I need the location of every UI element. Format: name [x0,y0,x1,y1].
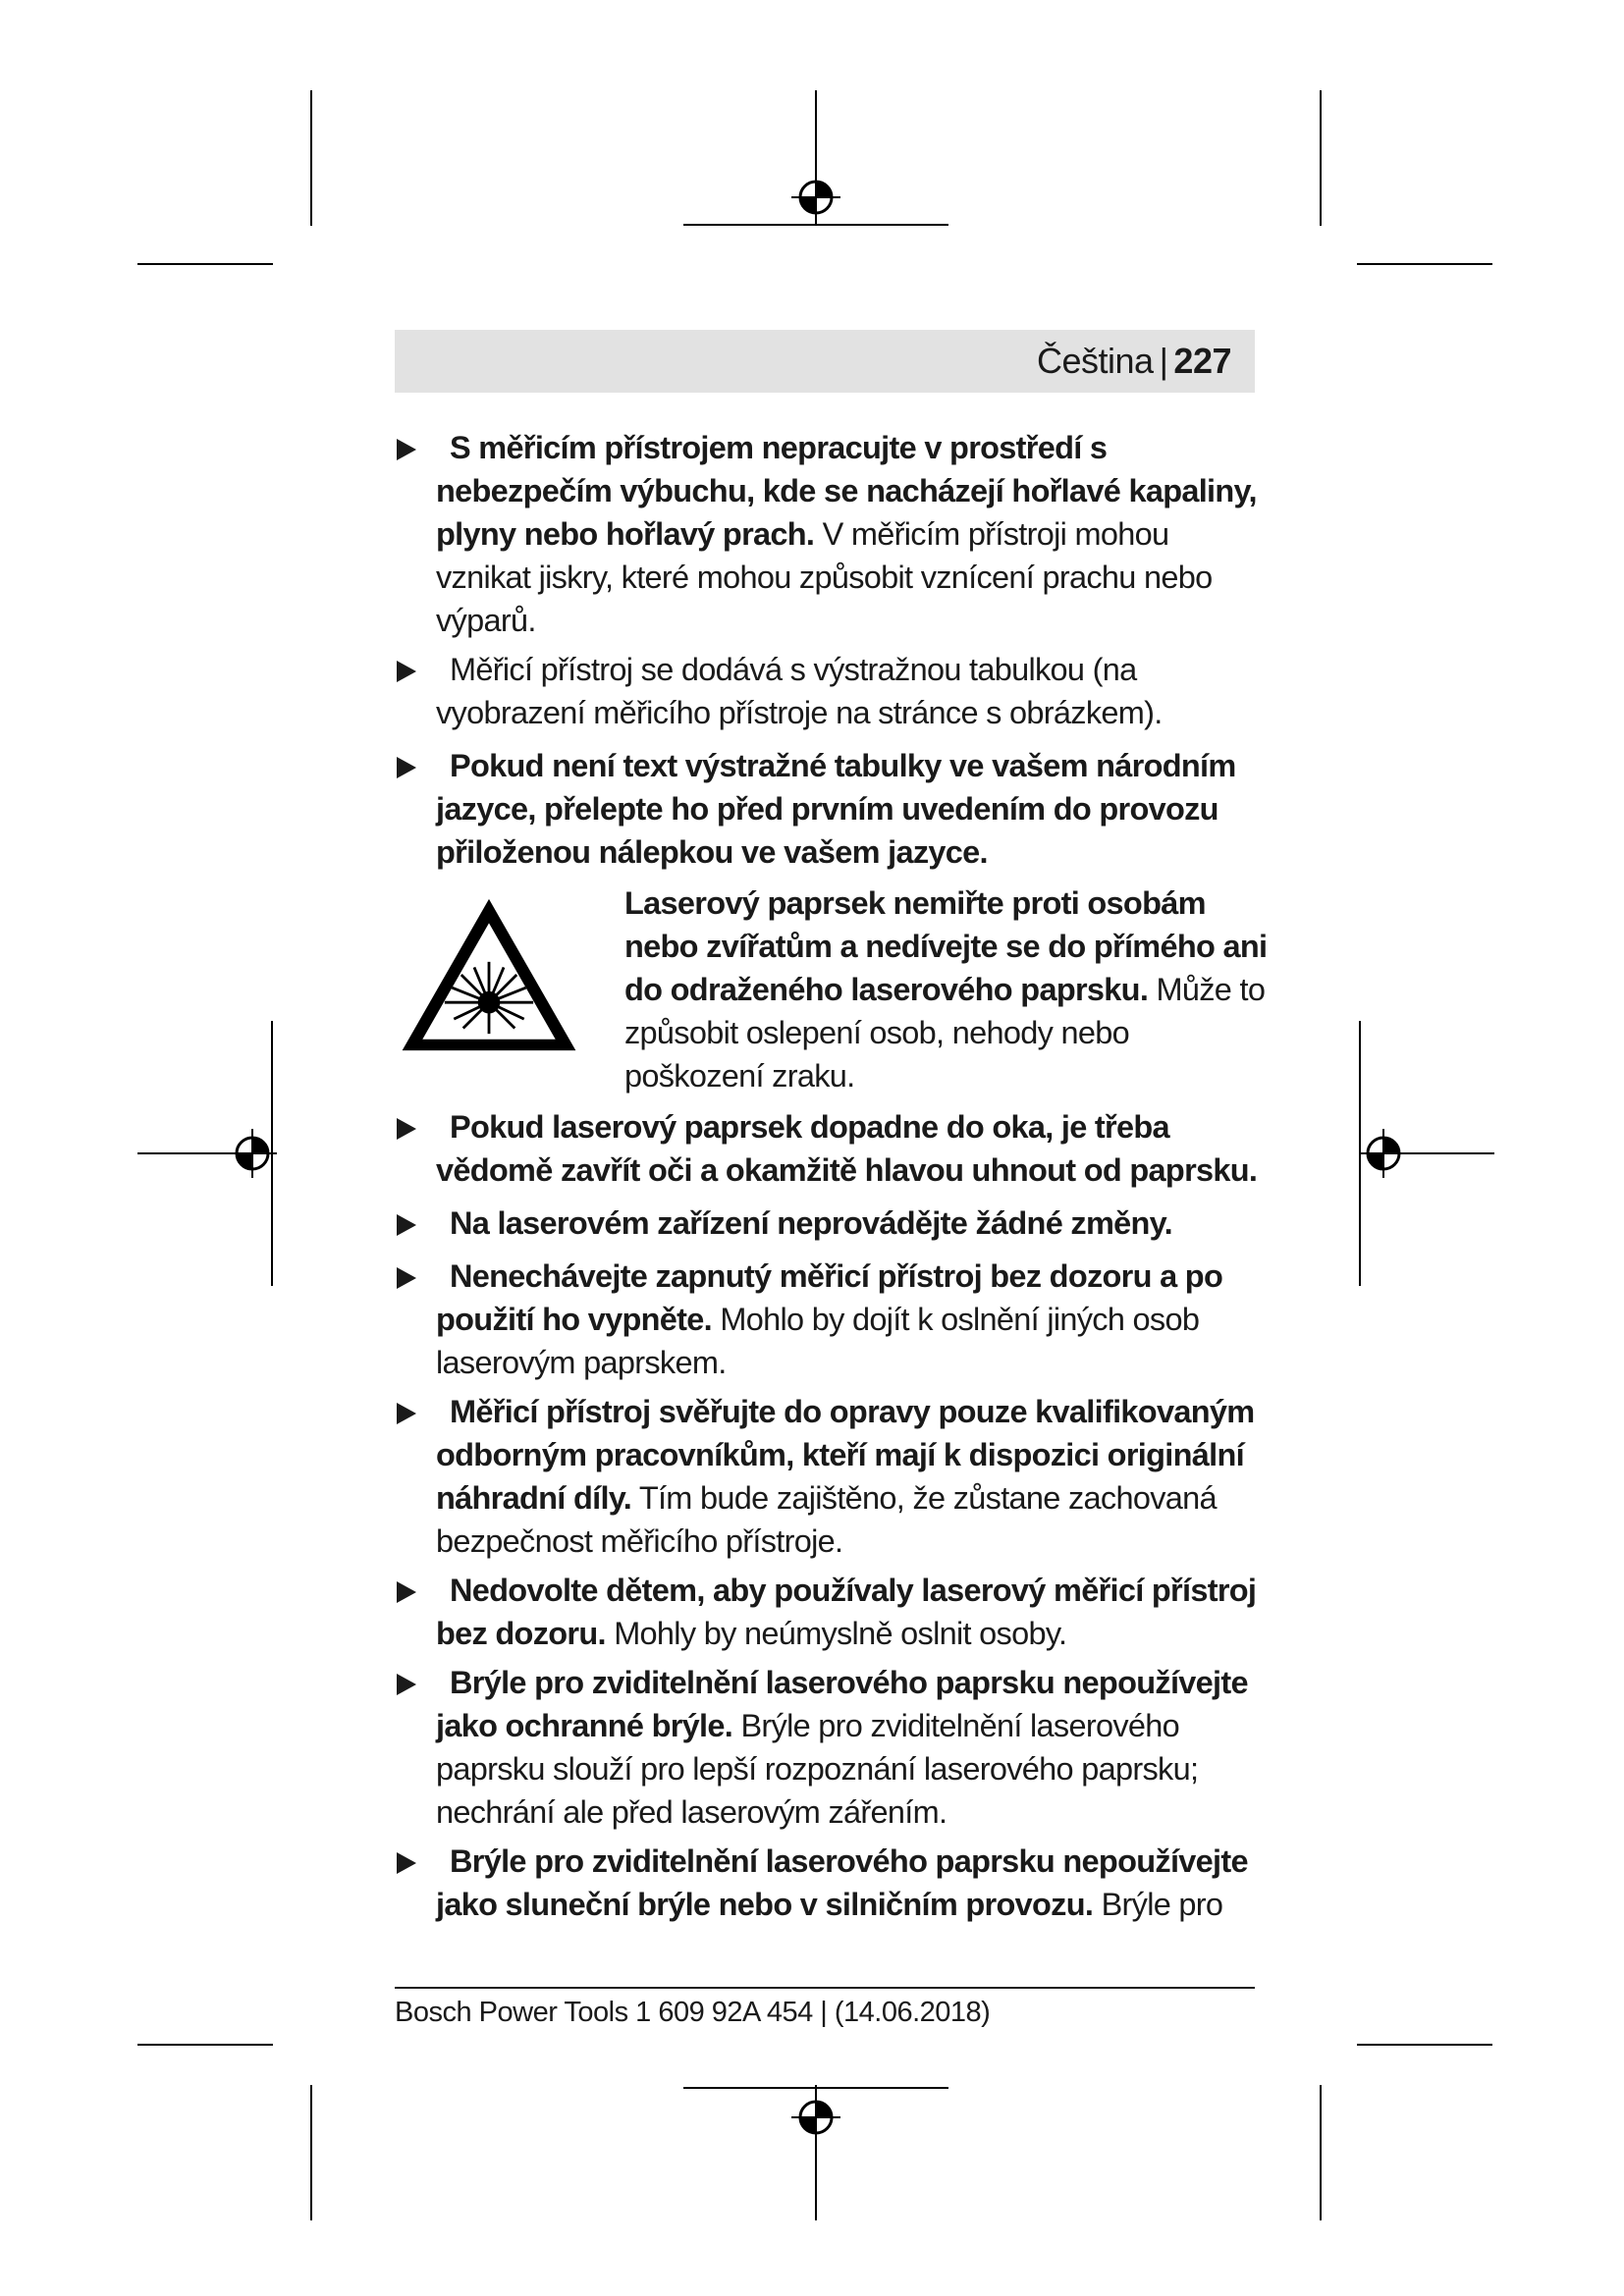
laser-warning-icon [397,891,581,1058]
registration-mark-icon [791,2093,840,2142]
list-item [395,426,1271,642]
item-text: Měřicí přístroj se dodává s výstražnou tabulkou (na vyobrazení měřicího přístroje na stránce s obrázkem). [436,652,1163,730]
list-item [395,1255,1271,1384]
item-bold-text: Na laserovém zařízení neprovádějte žádné změny. [450,1205,1172,1241]
crop-mark [310,2085,312,2220]
item-bold-text: Pokud laserový paprsek dopadne do oka, je třeba vědomě zavřít oči a okamžitě hlavou uhnout od paprsku. [436,1109,1258,1188]
item-text: Tím bude zajištěno, že zůstane zachovaná bezpečnost měřicího přístroje. [436,1480,1217,1559]
page-number: 227 [1173,341,1231,381]
item-text: Brýle pro [1101,1887,1223,1922]
list-item [395,1201,1271,1245]
bullet-icon [397,661,416,682]
item-bold-text: Měřicí přístroj svěřujte do opravy pouze kvalifikovaným odborným pracovníkům, kteří mají k dispozici originální náhradní díly. [436,1394,1255,1516]
list-item [395,648,1271,734]
bullet-icon [397,1581,416,1603]
crop-mark [1320,90,1322,226]
bullet-icon [397,439,416,460]
crop-mark [137,2044,273,2046]
crop-mark [1320,2085,1322,2220]
item-bold-text: Nedovolte dětem, aby používaly laserový měřicí přístroj bez dozoru. [436,1573,1257,1651]
section-title: Čeština [1037,341,1154,381]
registration-mark-icon [791,173,840,222]
page-header-text [1037,340,1231,383]
laser-warning-text [624,881,1271,1097]
bullet-icon [397,1118,416,1140]
crop-mark [1357,2044,1492,2046]
laser-warning-normal: Může to způsobit oslepení osob, nehody nebo poškození zraku. [624,972,1266,1094]
bullet-icon [397,1214,416,1236]
item-text: Brýle pro zviditelnění laserového paprsku slouží pro lepší rozpoznání laserového paprsku; nechrání ale před laserovým zářením. [436,1708,1199,1830]
list-item [395,1661,1271,1834]
page-header [395,330,1255,393]
item-text: V měřicím přístroji mohou vznikat jiskry, které mohou způsobit vznícení prachu nebo výparů. [436,516,1213,638]
list-item [395,1840,1271,1926]
main-content [395,426,1271,1926]
page-footer: Bosch Power Tools 1 609 92A 454 | (14.06.2018) [395,1997,991,2028]
bullet-icon [397,1674,416,1695]
item-bold-text: Brýle pro zviditelnění laserového paprsku nepoužívejte jako ochranné brýle. [436,1665,1248,1743]
item-bold-text: Pokud není text výstražné tabulky ve vašem národním jazyce, přelepte ho před prvním uvedením do provozu přiloženou nálepkou ve vašem jazyce. [436,748,1236,870]
crop-mark [137,263,273,265]
item-bold-text: S měřicím přístrojem nepracujte v prostředí s nebezpečím výbuchu, kde se nacházejí hořlavé kapaliny, plyny nebo hořlavý prach. [436,430,1257,552]
crop-mark [1357,263,1492,265]
header-separator: | [1159,341,1168,381]
registration-mark-icon [228,1129,277,1178]
item-bold-text: Brýle pro zviditelnění laserového paprsku nepoužívejte jako sluneční brýle nebo v silničním provozu. [436,1843,1248,1922]
laser-warning-block [395,881,1271,1105]
crop-mark [310,90,312,226]
list-item [395,744,1271,874]
bullet-icon [397,1403,416,1424]
bullet-icon [397,1267,416,1289]
registration-mark-icon [1359,1129,1408,1178]
item-text: Mohly by neúmyslně oslnit osoby. [614,1616,1067,1651]
item-bold-text: Nenechávejte zapnutý měřicí přístroj bez dozoru a po použití ho vypněte. [436,1258,1223,1337]
bullet-icon [397,757,416,778]
list-item [395,1390,1271,1563]
footer-rule [395,1987,1255,1989]
item-text: Mohlo by dojít k oslnění jiných osob laserovým paprskem. [436,1302,1200,1380]
list-item [395,1105,1271,1192]
laser-warning-bold: Laserový paprsek nemiřte proti osobám nebo zvířatům a nedívejte se do přímého ani do odraženého laserového paprsku. [624,885,1268,1007]
bullet-icon [397,1852,416,1874]
list-item [395,1569,1271,1655]
